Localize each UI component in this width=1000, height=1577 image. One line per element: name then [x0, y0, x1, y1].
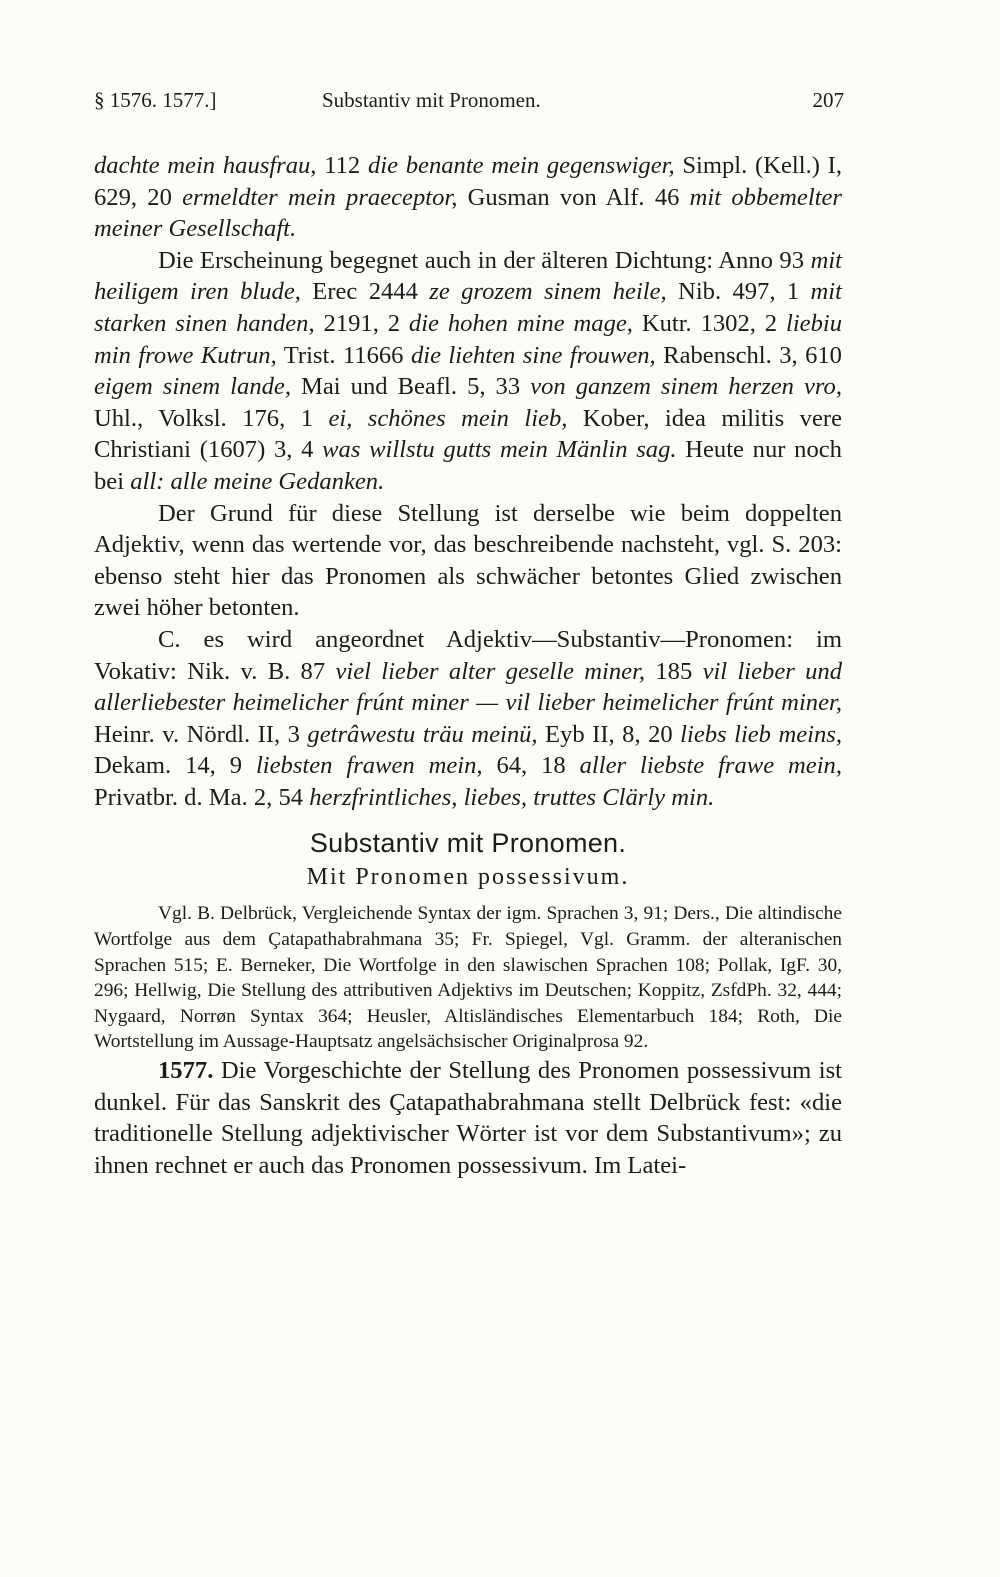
section-subheading: Mit Pronomen possessivum.: [306, 864, 630, 891]
text-run: 2191, 2: [314, 309, 409, 337]
citation-example-italic: viel lieber alter geselle miner,: [335, 657, 646, 685]
text-run: Heute nur noch bei: [94, 436, 842, 495]
text-run: Simpl. (Kell.) I, 629, 20: [94, 152, 842, 211]
citation-example-italic: mit heiligem iren blude,: [94, 246, 842, 306]
running-header: [94, 88, 844, 118]
text-run: Die Erscheinung begegnet auch in der älteren Dichtung: Anno 93: [158, 246, 811, 274]
paragraph-examples-continued: [94, 150, 842, 245]
citation-example-italic: eigem sinem lande,: [94, 373, 291, 401]
citation-example-italic: ermeldter mein praeceptor,: [182, 183, 458, 211]
text-run: Der Grund für diese Stellung ist derselbe wie beim doppelten Adjektiv, wenn das wertende vor, das beschreibende nachsteht, vgl. S. 203: ebenso steht hier das Pronomen als schwächer betontes Glied zwischen zwei höher betonten.: [94, 499, 842, 622]
paragraph-reason: [94, 498, 842, 624]
text-run: Eyb II, 8, 20: [537, 720, 681, 748]
section-heading: Substantiv mit Pronomen.: [309, 828, 627, 859]
text-run: Trist. 11666: [276, 341, 411, 369]
text-run: 185: [645, 657, 703, 685]
citation-example-italic: dachte mein hausfrau,: [94, 152, 317, 179]
header-section-ref: § 1576. 1577.]: [94, 88, 217, 112]
citation-example-italic: vil lieber und allerliebester heimelicher frúnt miner — vil lieber heimelicher frúnt miner,: [94, 657, 843, 717]
citation-example-italic: von ganzem sinem herzen vro,: [530, 373, 842, 401]
citation-example-italic: mit starken sinen handen,: [94, 278, 842, 337]
text-run: Heinr. v. Nördl. II, 3: [94, 720, 308, 748]
text-run: Dekam. 14, 9: [94, 752, 256, 780]
citation-example-italic: mit obbemelter meiner Gesellschaft.: [94, 183, 842, 243]
text-run: Rabenschl. 3, 610: [655, 341, 842, 369]
citation-example-italic: herzfrintliches, liebes, truttes Clärly min.: [309, 783, 715, 811]
text-run: Gusman von Alf. 46: [457, 183, 690, 211]
text-run: Erec 2444: [300, 278, 430, 306]
citation-example-italic: getrâwestu träu meinü,: [307, 720, 538, 748]
page-number: 207: [812, 88, 844, 112]
paragraph-older-poetry: [94, 245, 842, 498]
citation-example-italic: liebsten frawen mein,: [255, 752, 483, 780]
paragraph-vocative: [94, 624, 842, 814]
text-run: Uhl., Volksl. 176, 1: [94, 404, 329, 432]
text-run: Mai und Beafl. 5, 33: [290, 373, 531, 401]
text-run: Nib. 497, 1: [666, 278, 811, 306]
page-body: [94, 150, 842, 1181]
text-run: Kober, idea militis vere Christiani (1607) 3, 4: [94, 404, 842, 464]
citation-example-italic: ze grozem sinem heile,: [429, 278, 667, 306]
citation-example-italic: all: alle meine Gedanken.: [130, 467, 385, 495]
text-run: 112: [316, 152, 368, 179]
citation-example-italic: aller liebste frawe mein,: [579, 752, 842, 780]
text-run: C. es wird angeordnet Adjektiv—Substantiv—Pronomen: im Vokativ: Nik. v. B. 87: [94, 625, 842, 685]
paragraph-1577: [94, 1055, 842, 1181]
header-title: Substantiv mit Pronomen.: [322, 88, 541, 112]
citation-example-italic: liebiu min frowe Kutrun,: [94, 309, 842, 369]
text-run: 64, 18: [482, 752, 580, 780]
text-run: Privatbr. d. Ma. 2, 54: [94, 783, 310, 811]
citation-example-italic: ei, schönes mein lieb,: [328, 404, 568, 432]
citation-example-italic: die liehten sine frouwen,: [410, 341, 656, 369]
section-number: 1577.: [158, 1057, 214, 1085]
citation-example-italic: die hohen mine mage,: [408, 309, 633, 337]
citation-example-italic: liebs lieb meins,: [680, 720, 842, 748]
literature-references: Vgl. B. Delbrück, Vergleichende Syntax der igm. Sprachen 3, 91; Ders., Die altindische Wortfolge aus dem Çatapathabrahmana 35; Fr. Spiegel, Vgl. Gramm. der alteranischen Sprachen 515; E. Berneker, Die Wortfolge in den slawischen Sprachen 108; Pollak, IgF. 30, 296; Hellwig, Die Stellung des attributiven Adjektivs im Deutschen; Koppitz, ZsfdPh. 32, 444; Nygaard, Norrøn Syntax 364; Heusler, Altisländisches Elementarbuch 184; Roth, Die Wortstellung im Aussage-Hauptsatz angelsächsischer Originalprosa 92.: [94, 903, 842, 1053]
citation-example-italic: die benante mein gegenswiger,: [367, 152, 675, 179]
section-1577-text: Die Vorgeschichte der Stellung des Pronomen possessivum ist dunkel. Für das Sanskrit des Çatapathabrahmana stellt Delbrück fest: «die traditionelle Stellung adjektivischer Wörter ist vor dem Substantivum»; zu ihnen rechnet er auch das Pronomen possessivum. Im Latei-: [94, 1057, 842, 1179]
text-run: Kutr. 1302, 2: [632, 309, 786, 337]
citation-example-italic: was willstu gutts mein Mänlin sag.: [322, 436, 677, 464]
